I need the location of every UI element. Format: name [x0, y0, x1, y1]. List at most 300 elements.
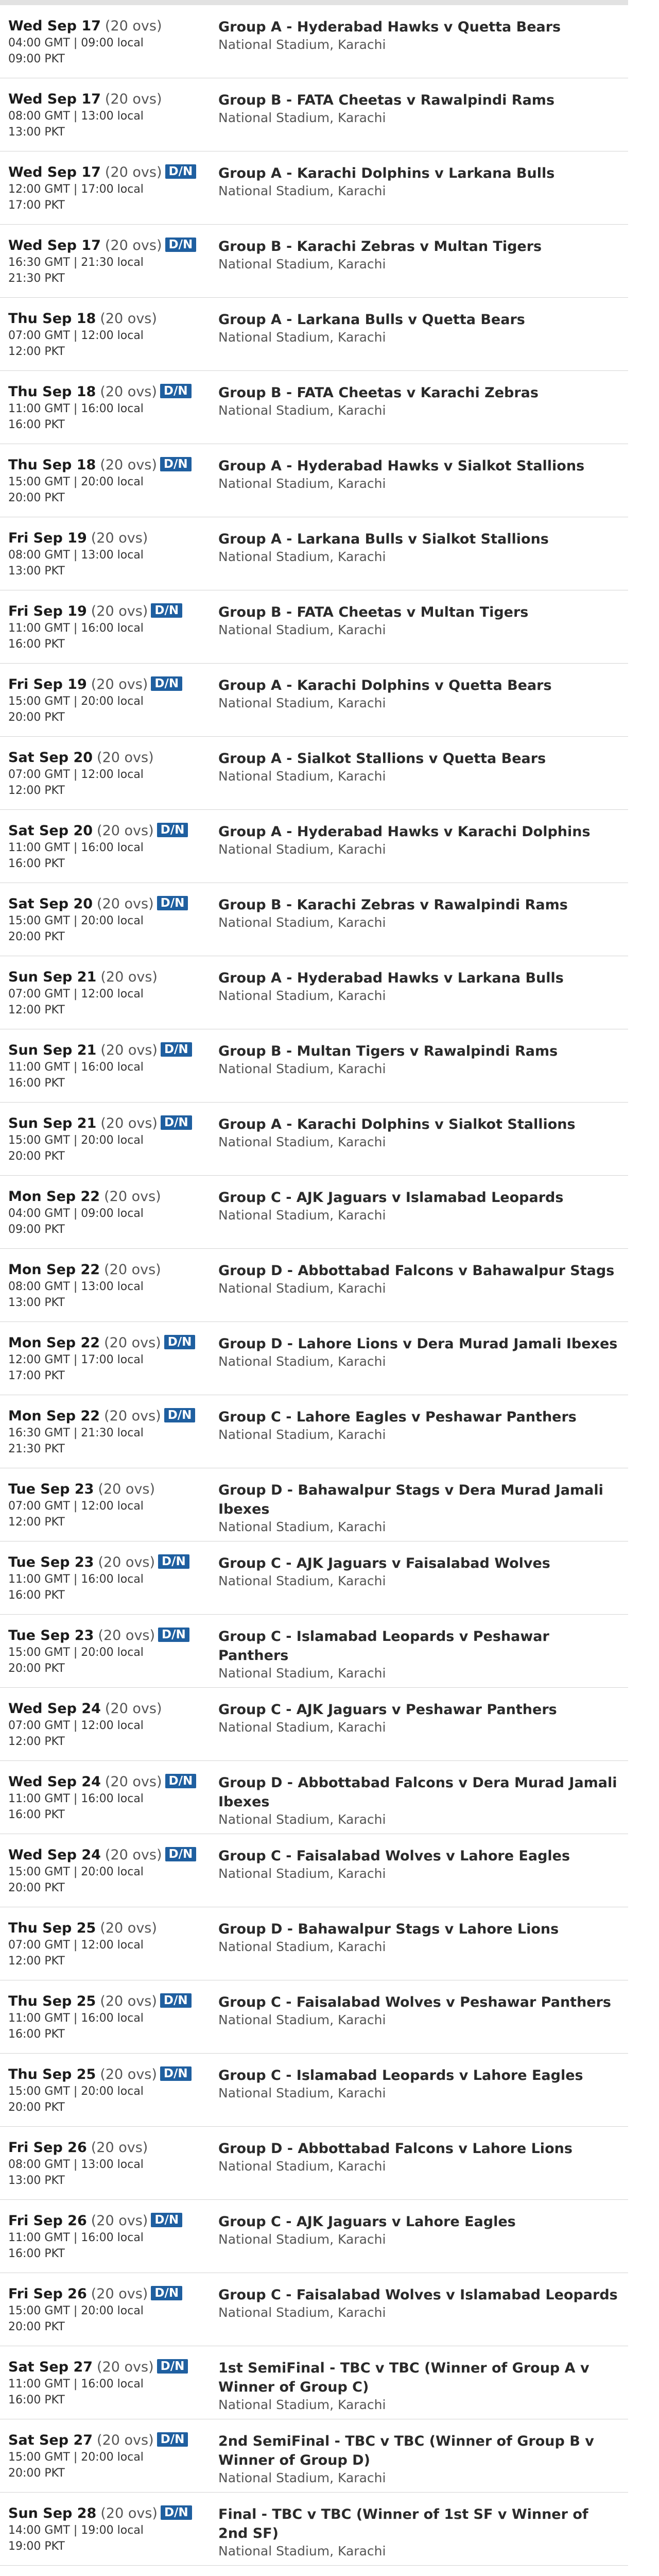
day-night-badge: D/N [157, 896, 188, 910]
day-night-badge: D/N [158, 1628, 189, 1642]
fixture-date-line [8, 2359, 209, 2376]
day-night-badge: D/N [151, 2286, 182, 2300]
fixture-date-line [8, 969, 209, 986]
match-venue[interactable]: National Stadium, Karachi [218, 183, 386, 198]
fixture-gmt-local-time: 07:00 GMT | 12:00 local [8, 1719, 144, 1732]
fixture-match-column [218, 1481, 620, 1535]
fixture-date-line [8, 1408, 209, 1425]
fixture-day: Tue Sep 23 [8, 1554, 94, 1570]
match-title[interactable]: Group A - Hyderabad Hawks v Karachi Dolphins [218, 824, 591, 840]
fixture-pkt-time: 09:00 PKT [8, 1223, 65, 1236]
match-title[interactable]: Group C - Faisalabad Wolves v Peshawar Panthers [218, 1994, 612, 2010]
fixture-row [0, 5, 628, 78]
match-title[interactable]: Group B - FATA Cheetas v Karachi Zebras [218, 385, 539, 401]
fixture-gmt-local-time: 11:00 GMT | 16:00 local [8, 402, 144, 415]
day-night-badge: D/N [160, 1993, 192, 2008]
fixture-date-line [8, 822, 209, 840]
fixture-date-line [8, 164, 209, 181]
match-title[interactable]: Final - TBC v TBC (Winner of 1st SF v Winner of 2nd SF) [218, 2506, 588, 2541]
fixture-list [0, 5, 628, 2566]
fixture-overs: (20 ovs) [105, 1847, 162, 1863]
match-venue[interactable]: National Stadium, Karachi [218, 2086, 386, 2100]
fixture-date-line [8, 1261, 209, 1279]
fixture-date-column [8, 749, 209, 799]
fixture-date-column [8, 1920, 209, 1969]
day-night-badge: D/N [165, 238, 197, 252]
fixture-overs: (20 ovs) [105, 18, 162, 34]
fixture-match-column [218, 2066, 620, 2102]
day-night-badge: D/N [165, 1847, 197, 1861]
fixture-date-column [8, 1115, 209, 1164]
fixture-day: Thu Sep 25 [8, 1993, 96, 2009]
match-venue[interactable]: National Stadium, Karachi [218, 1866, 386, 1881]
fixture-day: Fri Sep 26 [8, 2140, 87, 2156]
fixture-pkt-time: 12:00 PKT [8, 1735, 65, 1748]
fixture-pkt-time: 16:00 PKT [8, 2394, 65, 2406]
fixture-gmt-local-time: 15:00 GMT | 20:00 local [8, 1134, 144, 1147]
match-title[interactable]: Group A - Hyderabad Hawks v Quetta Bears [218, 19, 561, 35]
fixture-day: Thu Sep 18 [8, 311, 96, 327]
fixture-day: Sun Sep 28 [8, 2505, 97, 2521]
match-venue[interactable]: National Stadium, Karachi [218, 1281, 386, 1296]
fixture-pkt-time: 17:00 PKT [8, 199, 65, 212]
fixture-date-column [8, 1773, 209, 1823]
fixture-day: Sat Sep 20 [8, 896, 93, 912]
fixture-row [0, 1541, 628, 1615]
fixture-row [0, 810, 628, 883]
match-title[interactable]: Group D - Bahawalpur Stags v Dera Murad Jamali Ibexes [218, 1482, 603, 1517]
fixture-row [0, 517, 628, 590]
fixture-match-column [218, 1773, 620, 1828]
fixture-pkt-time: 16:00 PKT [8, 2028, 65, 2041]
fixture-match-column [218, 1627, 620, 1682]
fixture-gmt-local-time: 15:00 GMT | 20:00 local [8, 2451, 144, 2464]
fixture-match-column [218, 91, 620, 126]
fixture-day: Wed Sep 17 [8, 164, 101, 180]
match-venue[interactable]: National Stadium, Karachi [218, 549, 386, 564]
match-title[interactable]: Group A - Hyderabad Hawks v Larkana Bulls [218, 970, 564, 986]
fixture-gmt-local-time: 11:00 GMT | 16:00 local [8, 841, 144, 854]
fixture-gmt-local-time: 15:00 GMT | 20:00 local [8, 695, 144, 708]
fixture-match-column [218, 603, 620, 638]
day-night-badge: D/N [151, 2213, 182, 2227]
fixture-date-column [8, 2432, 209, 2481]
fixture-overs: (20 ovs) [100, 1042, 158, 1058]
fixture-date-line [8, 603, 209, 620]
day-night-badge: D/N [165, 1774, 197, 1788]
match-title[interactable]: Group C - AJK Jaguars v Lahore Eagles [218, 2214, 516, 2230]
fixture-pkt-time: 16:00 PKT [8, 638, 65, 651]
fixture-date-line [8, 237, 209, 255]
fixture-row [0, 1395, 628, 1468]
fixture-match-column [218, 1115, 620, 1150]
fixture-gmt-local-time: 16:30 GMT | 21:30 local [8, 256, 144, 269]
fixture-pkt-time: 13:00 PKT [8, 565, 65, 578]
fixture-date-column [8, 1993, 209, 2042]
fixture-row [0, 2054, 628, 2127]
fixture-gmt-local-time: 07:00 GMT | 12:00 local [8, 768, 144, 781]
match-title[interactable]: Group B - FATA Cheetas v Multan Tigers [218, 604, 529, 620]
fixture-row [0, 2273, 628, 2346]
fixture-pkt-time: 16:00 PKT [8, 1589, 65, 1602]
fixture-overs: (20 ovs) [98, 1481, 155, 1497]
fixture-date-column [8, 2285, 209, 2335]
fixture-match-column [218, 1188, 620, 1224]
fixture-overs: (20 ovs) [97, 823, 154, 839]
fixture-date-column [8, 310, 209, 360]
match-title[interactable]: Group C - Islamabad Leopards v Lahore Eagles [218, 2067, 583, 2083]
fixture-day: Mon Sep 22 [8, 1189, 100, 1205]
fixture-date-line [8, 676, 209, 693]
fixture-gmt-local-time: 08:00 GMT | 13:00 local [8, 1280, 144, 1293]
match-venue[interactable]: National Stadium, Karachi [218, 2232, 386, 2247]
fixture-overs: (20 ovs) [100, 2066, 157, 2082]
match-title[interactable]: Group A - Hyderabad Hawks v Sialkot Stallions [218, 458, 585, 474]
fixture-day: Sat Sep 20 [8, 823, 93, 839]
fixture-row [0, 1907, 628, 1980]
match-title[interactable]: Group C - Faisalabad Wolves v Lahore Eagles [218, 1848, 570, 1864]
match-venue[interactable]: National Stadium, Karachi [218, 1519, 386, 1534]
match-title[interactable]: Group D - Abbottabad Falcons v Dera Murad Jamali Ibexes [218, 1775, 617, 1810]
fixture-date-column [8, 456, 209, 506]
fixture-overs: (20 ovs) [105, 238, 162, 253]
fixture-pkt-time: 16:00 PKT [8, 1077, 65, 1090]
fixture-pkt-time: 19:00 PKT [8, 2540, 65, 2553]
match-title[interactable]: Group B - Multan Tigers v Rawalpindi Rams [218, 1043, 558, 1059]
match-venue[interactable]: National Stadium, Karachi [218, 696, 386, 710]
fixture-date-line [8, 456, 209, 474]
match-venue[interactable]: National Stadium, Karachi [218, 1939, 386, 1954]
fixture-row [0, 1615, 628, 1688]
fixture-overs: (20 ovs) [91, 2140, 148, 2156]
fixture-gmt-local-time: 11:00 GMT | 16:00 local [8, 1792, 144, 1805]
match-title[interactable]: Group A - Larkana Bulls v Quetta Bears [218, 312, 525, 328]
match-venue[interactable]: National Stadium, Karachi [218, 1134, 386, 1149]
fixture-row [0, 1322, 628, 1395]
fixture-date-line [8, 2212, 209, 2230]
fixture-date-column [8, 530, 209, 579]
fixture-match-column [218, 1408, 620, 1443]
match-venue[interactable]: National Stadium, Karachi [218, 257, 386, 272]
fixture-match-column [218, 164, 620, 199]
fixture-overs: (20 ovs) [104, 1335, 161, 1351]
fixture-pkt-time: 16:00 PKT [8, 857, 65, 870]
fixture-date-line [8, 895, 209, 913]
match-venue[interactable]: National Stadium, Karachi [218, 1208, 386, 1223]
fixture-gmt-local-time: 12:00 GMT | 17:00 local [8, 183, 144, 196]
match-venue[interactable]: National Stadium, Karachi [218, 769, 386, 784]
fixture-date-line [8, 1920, 209, 1937]
fixture-date-column [8, 822, 209, 872]
fixture-row [0, 1834, 628, 1907]
match-title[interactable]: Group C - AJK Jaguars v Islamabad Leopards [218, 1190, 564, 1206]
match-venue[interactable]: National Stadium, Karachi [218, 2544, 386, 2558]
fixture-row [0, 664, 628, 737]
fixture-pkt-time: 12:00 PKT [8, 1516, 65, 1529]
day-night-badge: D/N [160, 2066, 192, 2081]
fixture-day: Wed Sep 17 [8, 18, 101, 34]
match-venue[interactable]: National Stadium, Karachi [218, 403, 386, 418]
match-venue[interactable]: National Stadium, Karachi [218, 2305, 386, 2320]
fixture-pkt-time: 21:30 PKT [8, 1443, 65, 1455]
fixture-date-line [8, 1554, 209, 1571]
fixture-date-line [8, 1042, 209, 1059]
fixture-pkt-time: 20:00 PKT [8, 1882, 65, 1894]
fixture-row [0, 2127, 628, 2200]
fixture-date-line [8, 383, 209, 401]
fixture-row [0, 1029, 628, 1103]
fixture-match-column [218, 895, 620, 931]
fixture-gmt-local-time: 15:00 GMT | 20:00 local [8, 2304, 144, 2317]
fixture-row [0, 883, 628, 956]
match-title[interactable]: Group B - Karachi Zebras v Rawalpindi Rams [218, 897, 568, 913]
match-title[interactable]: Group C - AJK Jaguars v Faisalabad Wolves [218, 1555, 550, 1571]
match-venue[interactable]: National Stadium, Karachi [218, 37, 386, 52]
fixture-gmt-local-time: 08:00 GMT | 13:00 local [8, 549, 144, 562]
match-venue[interactable]: National Stadium, Karachi [218, 2159, 386, 2174]
fixture-pkt-time: 12:00 PKT [8, 1004, 65, 1016]
fixture-row [0, 1249, 628, 1322]
fixture-overs: (20 ovs) [100, 384, 157, 400]
match-venue[interactable]: National Stadium, Karachi [218, 842, 386, 857]
fixture-day: Thu Sep 25 [8, 1920, 96, 1936]
fixture-row [0, 1761, 628, 1834]
fixture-day: Sat Sep 20 [8, 750, 93, 766]
fixture-pkt-time: 16:00 PKT [8, 2247, 65, 2260]
fixture-match-column [218, 749, 620, 785]
fixture-date-column [8, 18, 209, 67]
fixture-gmt-local-time: 15:00 GMT | 20:00 local [8, 1866, 144, 1878]
match-title[interactable]: Group C - AJK Jaguars v Peshawar Panthers [218, 1702, 557, 1718]
match-title[interactable]: Group D - Abbottabad Falcons v Lahore Lions [218, 2141, 573, 2157]
match-venue[interactable]: National Stadium, Karachi [218, 1427, 386, 1442]
fixture-row [0, 2419, 628, 2493]
match-venue[interactable]: National Stadium, Karachi [218, 622, 386, 637]
fixture-date-column [8, 1481, 209, 1530]
fixture-date-column [8, 2212, 209, 2262]
fixture-day: Mon Sep 22 [8, 1335, 100, 1351]
match-venue[interactable]: National Stadium, Karachi [218, 1354, 386, 1369]
match-title[interactable]: Group C - Faisalabad Wolves v Islamabad Leopards [218, 2287, 618, 2303]
fixture-overs: (20 ovs) [100, 2505, 158, 2521]
fixture-day: Tue Sep 23 [8, 1628, 94, 1643]
fixture-date-column [8, 2066, 209, 2115]
fixture-day: Sat Sep 27 [8, 2432, 93, 2448]
fixture-date-line [8, 1773, 209, 1791]
fixture-pkt-time: 16:00 PKT [8, 1808, 65, 1821]
fixture-date-line [8, 1334, 209, 1352]
match-venue[interactable]: National Stadium, Karachi [218, 2397, 386, 2412]
match-title[interactable]: Group A - Larkana Bulls v Sialkot Stallions [218, 531, 549, 547]
fixture-match-column [218, 969, 620, 1004]
fixture-match-column [218, 676, 620, 711]
match-venue[interactable]: National Stadium, Karachi [218, 915, 386, 930]
fixture-date-line [8, 1481, 209, 1498]
fixture-date-line [8, 2432, 209, 2449]
day-night-badge: D/N [157, 2432, 188, 2447]
fixture-overs: (20 ovs) [98, 1554, 155, 1570]
day-night-badge: D/N [160, 457, 192, 471]
fixture-gmt-local-time: 07:00 GMT | 12:00 local [8, 329, 144, 342]
fixture-overs: (20 ovs) [104, 1408, 161, 1424]
match-title[interactable]: Group B - FATA Cheetas v Rawalpindi Rams [218, 92, 555, 108]
match-title[interactable]: Group A - Karachi Dolphins v Larkana Bulls [218, 165, 555, 181]
fixture-date-line [8, 18, 209, 35]
fixture-date-column [8, 2505, 209, 2554]
fixture-pkt-time: 20:00 PKT [8, 2320, 65, 2333]
match-venue[interactable]: National Stadium, Karachi [218, 1812, 386, 1827]
match-venue[interactable]: National Stadium, Karachi [218, 110, 386, 125]
fixture-date-line [8, 2285, 209, 2303]
fixture-pkt-time: 12:00 PKT [8, 1955, 65, 1968]
day-night-badge: D/N [151, 676, 182, 691]
match-venue[interactable]: National Stadium, Karachi [218, 988, 386, 1003]
fixture-overs: (20 ovs) [97, 750, 154, 766]
fixture-overs: (20 ovs) [97, 896, 154, 912]
fixture-pkt-time: 21:30 PKT [8, 272, 65, 285]
fixture-pkt-time: 20:00 PKT [8, 492, 65, 504]
fixture-match-column [218, 310, 620, 346]
fixture-date-line [8, 1188, 209, 1206]
fixture-gmt-local-time: 07:00 GMT | 12:00 local [8, 988, 144, 1001]
fixture-date-line [8, 91, 209, 108]
fixture-overs: (20 ovs) [91, 603, 148, 619]
fixture-day: Sun Sep 21 [8, 1115, 97, 1131]
fixture-pkt-time: 13:00 PKT [8, 2174, 65, 2187]
day-night-badge: D/N [164, 1408, 196, 1422]
match-title[interactable]: Group D - Bahawalpur Stags v Lahore Lions [218, 1921, 559, 1937]
fixture-match-column [218, 456, 620, 492]
fixture-date-line [8, 1627, 209, 1645]
fixture-overs: (20 ovs) [105, 1774, 162, 1790]
fixture-match-column [218, 1334, 620, 1370]
fixture-date-line [8, 2505, 209, 2522]
fixture-date-line [8, 749, 209, 767]
day-night-badge: D/N [165, 164, 197, 179]
fixture-date-column [8, 1554, 209, 1603]
fixture-day: Mon Sep 22 [8, 1408, 100, 1424]
match-title[interactable]: Group C - Islamabad Leopards v Peshawar Panthers [218, 1629, 549, 1664]
fixture-date-column [8, 1408, 209, 1457]
match-title[interactable]: 2nd SemiFinal - TBC v TBC (Winner of Group B v Winner of Group D) [218, 2433, 594, 2468]
match-title[interactable]: Group A - Karachi Dolphins v Sialkot Stallions [218, 1116, 576, 1132]
fixture-date-line [8, 2139, 209, 2157]
match-title[interactable]: Group A - Sialkot Stallions v Quetta Bears [218, 751, 546, 767]
fixture-overs: (20 ovs) [97, 2359, 154, 2375]
fixture-date-column [8, 1261, 209, 1311]
fixture-overs: (20 ovs) [100, 1993, 157, 2009]
match-venue[interactable]: National Stadium, Karachi [218, 1061, 386, 1076]
fixture-pkt-time: 20:00 PKT [8, 930, 65, 943]
fixture-match-column [218, 822, 620, 858]
fixture-day: Wed Sep 24 [8, 1847, 101, 1863]
fixture-day: Thu Sep 18 [8, 384, 96, 400]
fixture-row [0, 298, 628, 371]
fixture-day: Fri Sep 26 [8, 2286, 87, 2302]
match-title[interactable]: Group D - Lahore Lions v Dera Murad Jamali Ibexes [218, 1336, 618, 1352]
match-venue[interactable]: National Stadium, Karachi [218, 1720, 386, 1735]
fixture-date-line [8, 1846, 209, 1864]
fixture-gmt-local-time: 08:00 GMT | 13:00 local [8, 110, 144, 123]
match-title[interactable]: Group C - Lahore Eagles v Peshawar Panthers [218, 1409, 577, 1425]
fixture-day: Fri Sep 19 [8, 530, 87, 546]
fixture-match-column [218, 2505, 620, 2560]
fixture-gmt-local-time: 07:00 GMT | 12:00 local [8, 1500, 144, 1513]
match-title[interactable]: Group B - Karachi Zebras v Multan Tigers [218, 239, 542, 255]
fixture-day: Wed Sep 24 [8, 1774, 101, 1790]
match-venue[interactable]: National Stadium, Karachi [218, 1573, 386, 1588]
match-venue[interactable]: National Stadium, Karachi [218, 2012, 386, 2027]
fixture-row [0, 78, 628, 151]
match-venue[interactable]: National Stadium, Karachi [218, 1666, 386, 1681]
fixture-row [0, 737, 628, 810]
fixture-match-column [218, 1554, 620, 1589]
match-venue[interactable]: National Stadium, Karachi [218, 476, 386, 491]
day-night-badge: D/N [161, 1042, 192, 1057]
fixture-date-column [8, 1188, 209, 1238]
fixture-match-column [218, 2139, 620, 2175]
match-venue[interactable]: National Stadium, Karachi [218, 2470, 386, 2485]
fixture-match-column [218, 2359, 620, 2413]
fixture-day: Sun Sep 21 [8, 969, 97, 985]
fixture-overs: (20 ovs) [104, 1189, 161, 1205]
fixture-row [0, 371, 628, 444]
fixture-gmt-local-time: 15:00 GMT | 20:00 local [8, 914, 144, 927]
fixture-date-column [8, 1627, 209, 1676]
match-title[interactable]: Group D - Abbottabad Falcons v Bahawalpur Stags [218, 1263, 615, 1279]
fixture-date-column [8, 2139, 209, 2189]
fixture-pkt-time: 09:00 PKT [8, 53, 65, 65]
fixture-overs: (20 ovs) [105, 164, 162, 180]
fixture-row [0, 1980, 628, 2054]
fixture-date-line [8, 2066, 209, 2083]
fixture-date-column [8, 164, 209, 213]
fixture-date-column [8, 895, 209, 945]
fixture-gmt-local-time: 07:00 GMT | 12:00 local [8, 1939, 144, 1952]
fixture-gmt-local-time: 11:00 GMT | 16:00 local [8, 622, 144, 635]
fixture-date-line [8, 1115, 209, 1132]
fixture-overs: (20 ovs) [100, 1115, 158, 1131]
match-title[interactable]: Group A - Karachi Dolphins v Quetta Bears [218, 677, 552, 693]
fixture-pkt-time: 16:00 PKT [8, 418, 65, 431]
fixture-match-column [218, 530, 620, 565]
fixture-match-column [218, 18, 620, 53]
day-night-badge: D/N [158, 1554, 189, 1569]
fixture-match-column [218, 383, 620, 419]
fixture-row [0, 444, 628, 517]
fixture-pkt-time: 13:00 PKT [8, 126, 65, 139]
fixture-date-column [8, 237, 209, 286]
fixture-date-column [8, 91, 209, 140]
fixture-overs: (20 ovs) [91, 676, 148, 692]
day-night-badge: D/N [151, 603, 182, 618]
fixture-day: Thu Sep 18 [8, 457, 96, 473]
fixture-overs: (20 ovs) [98, 1628, 155, 1643]
fixture-date-column [8, 383, 209, 433]
fixture-row [0, 1103, 628, 1176]
fixture-day: Thu Sep 25 [8, 2066, 96, 2082]
fixture-match-column [218, 1846, 620, 1882]
fixture-overs: (20 ovs) [100, 457, 157, 473]
match-venue[interactable]: National Stadium, Karachi [218, 330, 386, 345]
fixture-overs: (20 ovs) [105, 1701, 162, 1717]
fixture-gmt-local-time: 11:00 GMT | 16:00 local [8, 2012, 144, 2025]
fixture-row [0, 956, 628, 1029]
fixture-date-line [8, 1993, 209, 2010]
fixture-gmt-local-time: 04:00 GMT | 09:00 local [8, 1207, 144, 1220]
match-title[interactable]: 1st SemiFinal - TBC v TBC (Winner of Group A v Winner of Group C) [218, 2360, 589, 2395]
day-night-badge: D/N [164, 1335, 196, 1349]
